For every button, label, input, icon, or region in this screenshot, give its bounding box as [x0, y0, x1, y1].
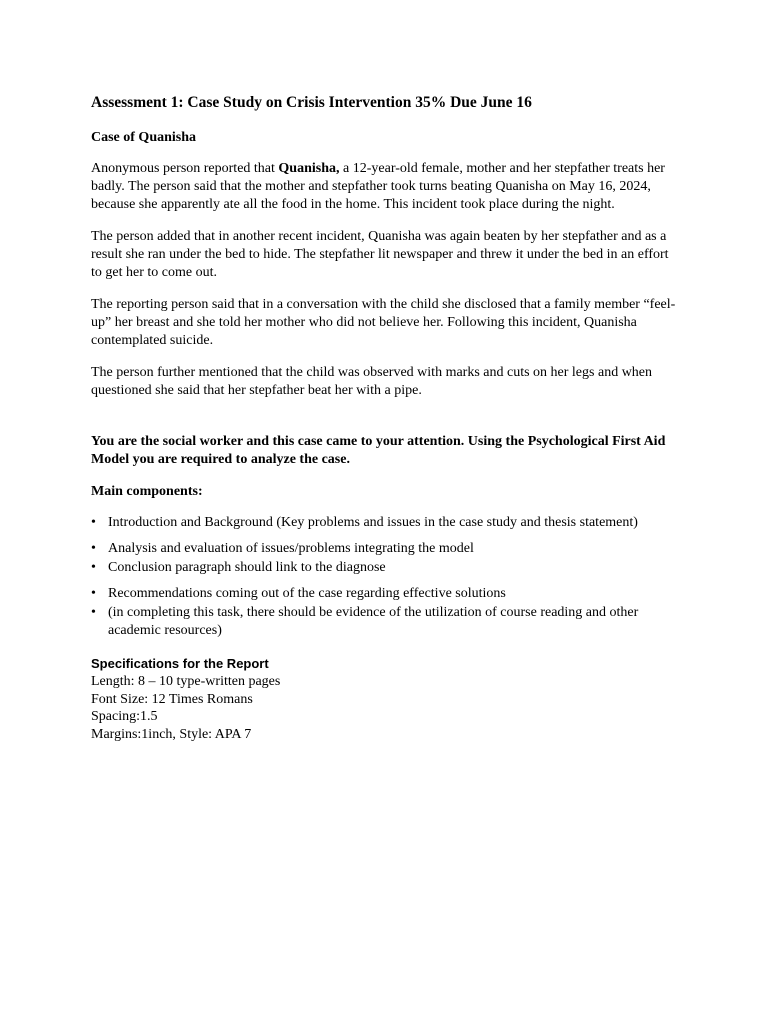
client-name: Quanisha, — [278, 161, 340, 176]
document-title: Assessment 1: Case Study on Crisis Intervention 35% Due June 16 — [91, 94, 532, 111]
bullet-icon: • — [91, 515, 96, 530]
case-paragraph-1-rest: a 12-year-old female, mother and her stepfather treats her badly. The person said that the mother and stepfather took turns beating Quanisha on May 16, 2024, because she apparently ate all the food in the home. This incident took place during the night. — [91, 161, 665, 212]
case-paragraph-1 — [91, 160, 681, 214]
list-item — [91, 604, 681, 640]
bullet-icon: • — [91, 541, 96, 556]
spec-margins-style: Margins:1inch, Style: APA 7 — [91, 726, 252, 742]
list-item-text: Recommendations coming out of the case regarding effective solutions — [108, 586, 506, 601]
specifications-heading: Specifications for the Report — [91, 656, 269, 671]
case-paragraph-1-intro: Anonymous person reported that — [91, 161, 279, 176]
spec-length: Length: 8 – 10 type-written pages — [91, 674, 281, 689]
case-paragraph-2: The person added that in another recent incident, Quanisha was again beaten by her stepfather and as a result she ran under the bed to hide. The stepfather lit newspaper and threw it under the bed in an effort to get her to come out. — [91, 229, 669, 280]
spec-font-size: Font Size: 12 Times Romans — [91, 691, 253, 707]
bullet-icon: • — [91, 560, 96, 575]
assignment-prompt: You are the social worker and this case came to your attention. Using the Psychological First Aid Model you are required to analyze the case. — [91, 434, 666, 467]
list-item — [91, 559, 681, 577]
components-list — [91, 509, 681, 640]
list-item — [91, 540, 681, 558]
bullet-icon: • — [91, 586, 96, 601]
case-heading: Case of Quanisha — [91, 130, 197, 145]
list-item — [91, 509, 681, 536]
case-paragraph-4: The person further mentioned that the child was observed with marks and cuts on her legs and when questioned she said that her stepfather beat her with a pipe. — [91, 365, 653, 398]
spec-spacing: Spacing:1.5 — [91, 709, 158, 724]
list-item-text: Introduction and Background (Key problems and issues in the case study and thesis statement) — [108, 515, 638, 530]
bullet-icon: • — [91, 605, 96, 620]
document-page — [91, 92, 681, 743]
components-heading: Main components: — [91, 484, 203, 499]
list-item-text: Analysis and evaluation of issues/problems integrating the model — [108, 541, 474, 556]
list-item-text: Conclusion paragraph should link to the diagnose — [108, 560, 386, 575]
list-item-text: (in completing this task, there should be evidence of the utilization of course reading and other academic resources) — [108, 605, 639, 638]
list-item — [91, 585, 681, 603]
case-paragraph-3: The reporting person said that in a conversation with the child she disclosed that a family member “feel-up” her breast and she told her mother who did not believe her. Following this incident, Quanisha contemplated suicide. — [91, 297, 676, 348]
